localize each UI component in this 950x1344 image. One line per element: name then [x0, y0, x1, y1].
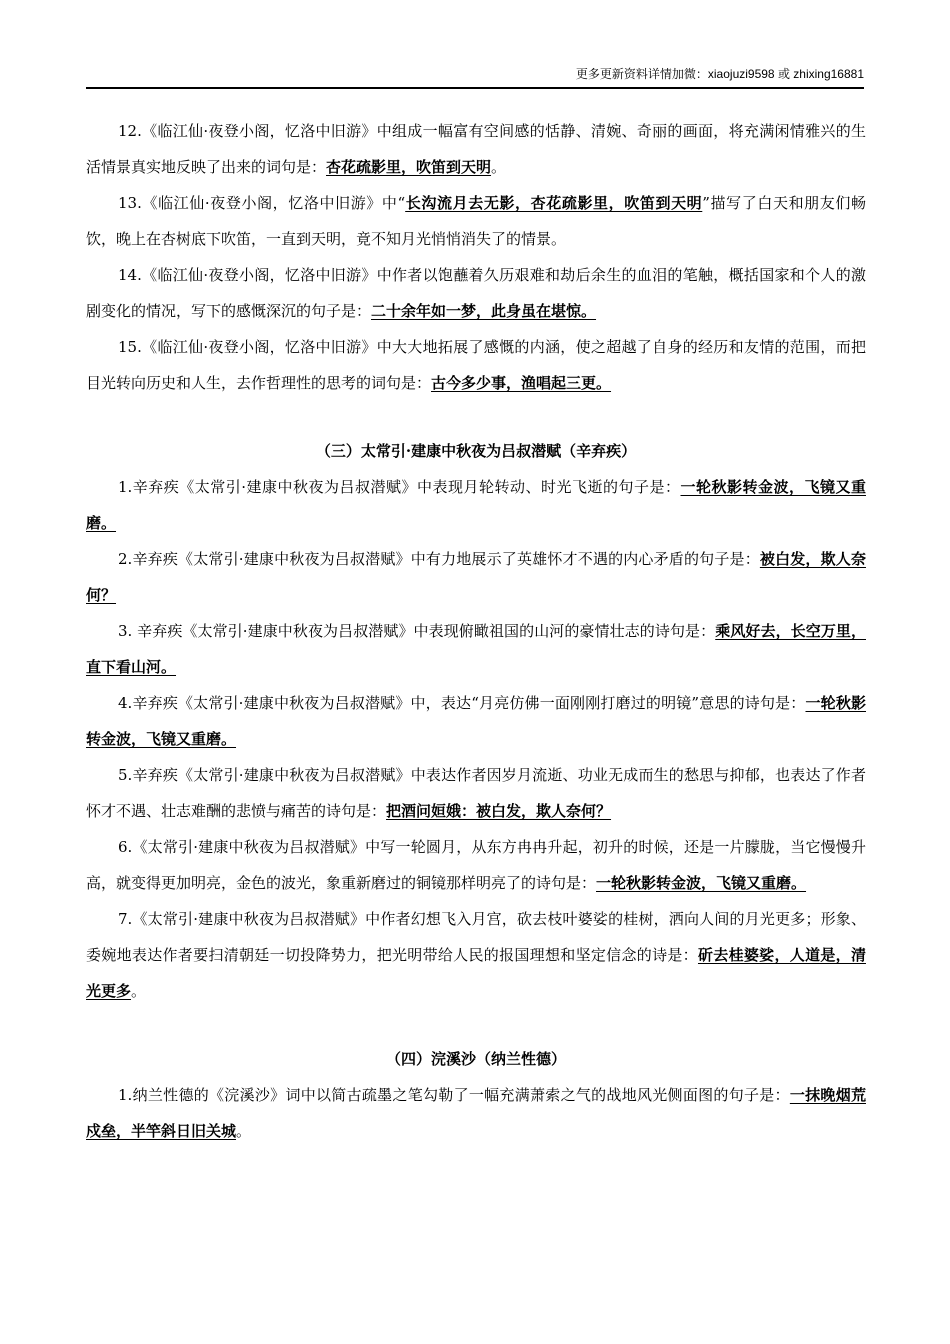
question-text: 3. 辛弃疾《太常引·建康中秋夜为吕叔潜赋》中表现俯瞰祖国的山河的豪情壮志的诗句是： — [118, 622, 716, 640]
answer-text: 斫去桂婆娑，人道是，清光更多 — [86, 946, 866, 1000]
answer-text: 二十余年如一梦，此身虽在堪惊。 — [371, 302, 597, 320]
answer-text: 一轮秋影转金波，飞镜又重磨。 — [86, 478, 866, 532]
answer-tail: 。 — [491, 158, 507, 176]
page-header — [86, 64, 864, 89]
question-text: 1.辛弃疾《太常引·建康中秋夜为吕叔潜赋》中表现月轮转动、时光飞逝的句子是： — [118, 478, 681, 496]
answer-text: 乘风好去，长空万里，直下看山河。 — [86, 622, 866, 676]
question-item — [86, 829, 866, 901]
answer-text: 把酒问姮娥：被白发，欺人奈何？ — [386, 802, 612, 820]
question-text: 4.辛弃疾《太常引·建康中秋夜为吕叔潜赋》中，表达“月亮仿佛一面刚刚打磨过的明镜”意思的诗句是： — [118, 694, 806, 712]
question-item — [86, 1077, 866, 1149]
section-taichangyin — [86, 469, 866, 1009]
answer-text: 一轮秋影转金波，飞镜又重磨。 — [86, 694, 866, 748]
answer-tail: 。 — [236, 1122, 252, 1140]
answer-text: 长沟流月去无影，杏花疏影里，吹笛到天明 — [405, 194, 703, 212]
question-text: 1.纳兰性德的《浣溪沙》词中以简古疏墨之笔勾勒了一幅充满萧索之气的战地风光侧面图的句子是： — [118, 1086, 790, 1104]
question-item — [86, 685, 866, 757]
question-text: 13.《临江仙·夜登小阁，忆洛中旧游》中“ — [118, 194, 406, 212]
answer-tail: ”描写了白天和朋友们畅饮，晚上在杏树底下吹笛，一直到天明，竟不知月光悄悄消失了的情景。 — [86, 194, 866, 248]
question-item — [86, 757, 866, 829]
question-text: 6.《太常引·建康中秋夜为吕叔潜赋》中写一轮圆月，从东方冉冉升起，初升的时候，还是一片朦胧，当它慢慢升高，就变得更加明亮，金色的波光，象重新磨过的铜镜那样明亮了的诗句是： — [86, 838, 866, 892]
question-item — [86, 541, 866, 613]
question-item — [86, 329, 866, 401]
question-text: 15.《临江仙·夜登小阁，忆洛中旧游》中大大地拓展了感慨的内涵，使之超越了自身的经历和友情的范围，而把目光转向历史和人生，去作哲理性的思考的词句是： — [86, 338, 866, 392]
document-body — [86, 113, 866, 1149]
question-item — [86, 185, 866, 257]
answer-text: 古今多少事，渔唱起三更。 — [431, 374, 612, 392]
question-item — [86, 113, 866, 185]
answer-tail: 。 — [131, 982, 147, 1000]
question-item — [86, 257, 866, 329]
section-linjiangxian — [86, 113, 866, 401]
answer-text: 被白发，欺人奈何？ — [86, 550, 866, 604]
question-text: 5.辛弃疾《太常引·建康中秋夜为吕叔潜赋》中表达作者因岁月流逝、功业无成而生的愁思与抑郁，也表达了作者怀才不遇、壮志难酬的悲愤与痛苦的诗句是： — [86, 766, 866, 820]
question-item — [86, 469, 866, 541]
question-item — [86, 901, 866, 1009]
section-title-huanxisha: （四）浣溪沙（纳兰性德） — [385, 1050, 566, 1068]
answer-text: 一轮秋影转金波，飞镜又重磨。 — [596, 874, 807, 892]
question-item — [86, 613, 866, 685]
section-title-taichangyin: （三）太常引·建康中秋夜为吕叔潜赋（辛弃疾） — [315, 442, 637, 460]
question-text: 14.《临江仙·夜登小阁，忆洛中旧游》中作者以饱蘸着久历艰难和劫后余生的血泪的笔触，概括国家和个人的激剧变化的情况，写下的感慨深沉的句子是： — [86, 266, 866, 320]
question-text: 2.辛弃疾《太常引·建康中秋夜为吕叔潜赋》中有力地展示了英雄怀才不遇的内心矛盾的句子是： — [118, 550, 760, 568]
question-text: 12.《临江仙·夜登小阁，忆洛中旧游》中组成一幅富有空间感的恬静、清婉、奇丽的画面，将充满闲情雅兴的生活情景真实地反映了出来的词句是： — [86, 122, 866, 176]
section-huanxisha — [86, 1077, 866, 1149]
answer-text: 杏花疏影里，吹笛到天明 — [326, 158, 492, 176]
header-contact-text: 更多更新资料详情加微：xiaojuzi9598 或 zhixing16881 — [575, 67, 864, 81]
question-text: 7.《太常引·建康中秋夜为吕叔潜赋》中作者幻想飞入月宫，砍去枝叶婆娑的桂树，洒向人间的月光更多；形象、委婉地表达作者要扫清朝廷一切投降势力，把光明带给人民的报国理想和坚定信念的诗是： — [86, 910, 866, 964]
answer-text: 一抹晚烟荒戍垒，半竿斜日旧关城 — [86, 1086, 866, 1140]
